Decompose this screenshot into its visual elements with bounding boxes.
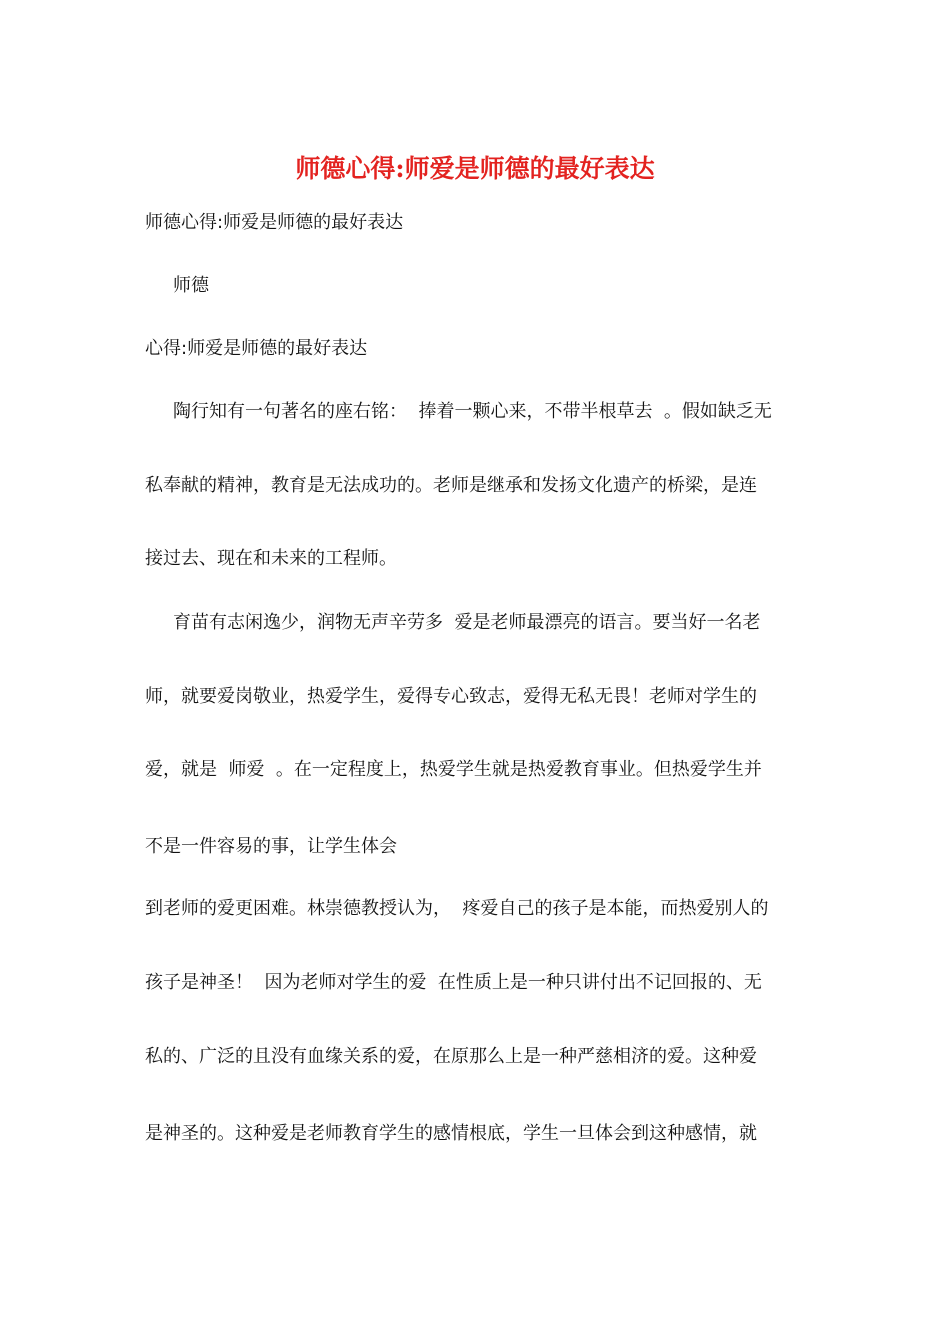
text-line: 是神圣的。这种爱是老师教育学生的感情根底，学生一旦体会到这种感情，就: [145, 1123, 757, 1144]
text-line: 师德心得:师爱是师德的最好表达: [145, 212, 404, 233]
text-line: 不是一件容易的事，让学生体会: [145, 836, 397, 857]
text-line: 私奉献的精神，教育是无法成功的。老师是继承和发扬文化遗产的桥梁，是连: [145, 475, 757, 496]
text-line: 到老师的爱更困难。林崇德教授认为， 疼爱自己的孩子是本能，而热爱别人的: [145, 898, 769, 919]
text-line: 师德: [173, 275, 209, 296]
document-title: 师德心得:师爱是师德的最好表达: [295, 154, 655, 183]
text-line: 育苗有志闲逸少，润物无声辛劳多 爱是老师最漂亮的语言。要当好一名老: [173, 612, 761, 633]
text-line: 心得:师爱是师德的最好表达: [145, 338, 368, 359]
text-line: 师，就要爱岗敬业，热爱学生，爱得专心致志，爱得无私无畏！老师对学生的: [145, 686, 757, 707]
text-line: 陶行知有一句著名的座右铭： 捧着一颗心来，不带半根草去 。假如缺乏无: [173, 401, 772, 422]
text-line: 孩子是神圣！ 因为老师对学生的爱 在性质上是一种只讲付出不记回报的、无: [145, 972, 762, 993]
text-line: 接过去、现在和未来的工程师。: [145, 548, 397, 569]
text-line: 爱，就是 师爱 。在一定程度上，热爱学生就是热爱教育事业。但热爱学生并: [145, 759, 762, 780]
text-line: 私的、广泛的且没有血缘关系的爱，在原那么上是一种严慈相济的爱。这种爱: [145, 1046, 757, 1067]
